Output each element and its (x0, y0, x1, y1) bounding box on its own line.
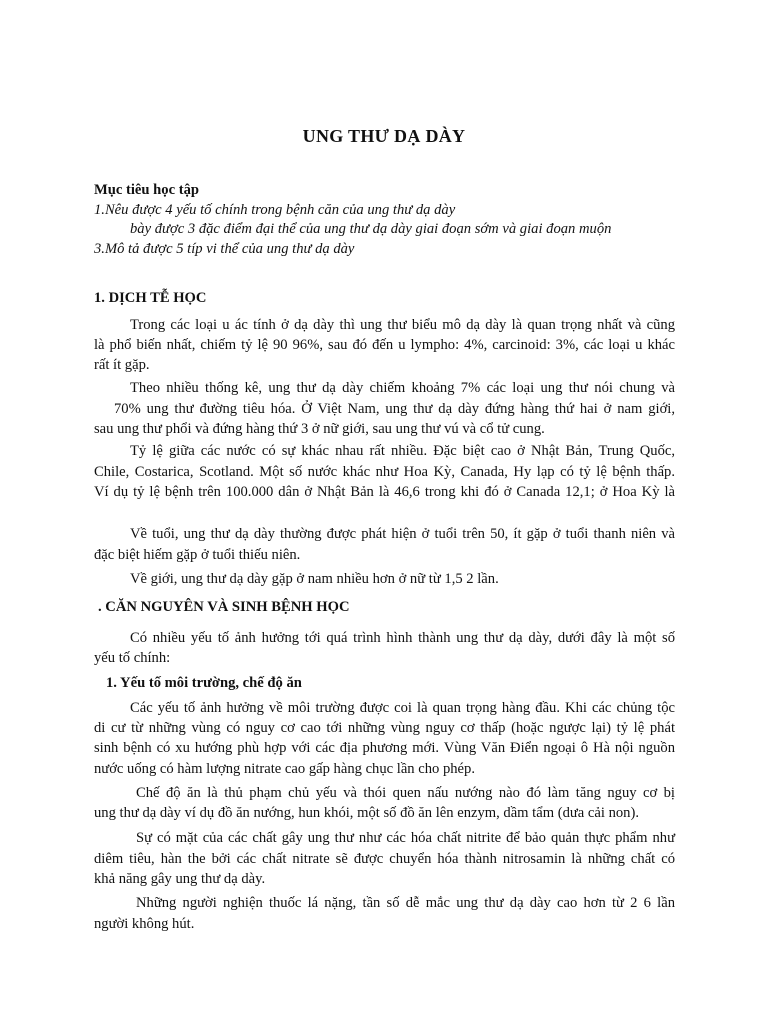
paragraph-line: sau ung thư phổi và đứng hàng thứ 3 ở nữ giới, sau ung thư vú và cổ tử cung. (94, 421, 545, 437)
paragraph-line: Theo nhiều thống kê, ung thư dạ dày chiếm khoảng 7% các loại ung thư nói chung và (130, 380, 675, 396)
paragraph-line: Ví dụ tỷ lệ bệnh trên 100.000 dân ở Nhật Bản là 46,6 trong khi đó ở Canada 12,1; ở Hoa Kỳ là (94, 484, 675, 500)
paragraph-line: Về giới, ung thư dạ dày gặp ở nam nhiều hơn ở nữ từ 1,5 2 lần. (130, 571, 499, 587)
paragraph-line: Những người nghiện thuốc lá nặng, tần số dễ mắc ung thư dạ dày cao hơn từ 2 6 lần (136, 895, 675, 911)
paragraph-line: ung thư dạ dày ví dụ đồ ăn nướng, hun khói, một số đồ ăn lên enzym, dầm tẩm (dưa cải non). (94, 805, 639, 821)
paragraph-line: Có nhiều yếu tố ảnh hưởng tới quá trình hình thành ung thư dạ dày, dưới đây là một số (130, 630, 675, 646)
objective-item-1: 1.Nêu được 4 yếu tố chính trong bệnh căn của ung thư dạ dày (94, 202, 456, 218)
objective-item-3: 3.Mô tả được 5 típ vi thể của ung thư dạ dày (94, 241, 355, 257)
objectives-heading: Mục tiêu học tập (94, 182, 199, 198)
paragraph-line: là phổ biến nhất, chiếm tỷ lệ 90 96%, sau đó đến u lympho: 4%, carcinoid: 3%, các loại u khác (94, 337, 675, 353)
paragraph-line: nước uống có hàm lượng nitrate cao gấp hàng chục lần cho phép. (94, 761, 475, 777)
paragraph-line: Tỷ lệ giữa các nước có sự khác nhau rất nhiều. Đặc biệt cao ở Nhật Bản, Trung Quốc, (130, 443, 675, 459)
paragraph-line: Trong các loại u ác tính ở dạ dày thì ung thư biểu mô dạ dày là quan trọng nhất và cũng (130, 317, 675, 333)
section-heading-etiology: . CĂN NGUYÊN VÀ SINH BỆNH HỌC (98, 599, 350, 615)
paragraph-line: Sự có mặt của các chất gây ung thư như các hóa chất nitrite để bảo quản thực phẩm như (136, 830, 675, 846)
paragraph-line: Chile, Costarica, Scotland. Một số nước khác như Hoa Kỳ, Canada, Hy lạp có tỷ lệ bệnh thấp. (94, 464, 675, 480)
paragraph-line: 70% ung thư đường tiêu hóa. Ở Việt Nam, ung thư dạ dày đứng hàng thứ hai ở nam giới, (114, 401, 675, 417)
paragraph-line: đặc biệt hiếm gặp ở tuổi thiếu niên. (94, 547, 301, 563)
paragraph-line: di cư từ những vùng có nguy cơ cao tới những vùng nguy cơ thấp (hoặc ngược lại) tỷ lệ phát (94, 720, 675, 736)
paragraph-line: sinh bệnh có xu hướng phù hợp với các địa phương mới. Vùng Văn Điển ngoại ô Hà nội nguồn (94, 740, 675, 756)
section-heading-epidemiology: 1. DỊCH TỄ HỌC (94, 290, 207, 306)
paragraph-line: rất ít gặp. (94, 357, 150, 373)
paragraph-line: Về tuổi, ung thư dạ dày thường được phát hiện ở tuổi trên 50, ít gặp ở tuổi thanh niên và (130, 526, 675, 542)
paragraph-line: diêm tiêu, hàn the bởi các chất nitrate sẽ được chuyển hóa thành nitrosamin là những chất có (94, 851, 675, 867)
paragraph-line: người không hút. (94, 916, 195, 932)
paragraph-line: Các yếu tố ảnh hưởng về môi trường được coi là quan trọng hàng đầu. Khi các chủng tộc (130, 700, 675, 716)
subsection-heading-environment-diet: 1. Yếu tố môi trường, chế độ ăn (106, 675, 302, 691)
objective-item-2: bày được 3 đặc điểm đại thể của ung thư dạ dày giai đoạn sớm và giai đoạn muộn (130, 221, 612, 237)
page-title: UNG THƯ DẠ DÀY (302, 126, 466, 146)
paragraph-line: Chế độ ăn là thủ phạm chủ yếu và thói quen nấu nướng nào đó làm tăng nguy cơ bị (136, 785, 675, 801)
paragraph-line: khả năng gây ung thư dạ dày. (94, 871, 266, 887)
paragraph-line: yếu tố chính: (94, 650, 171, 666)
